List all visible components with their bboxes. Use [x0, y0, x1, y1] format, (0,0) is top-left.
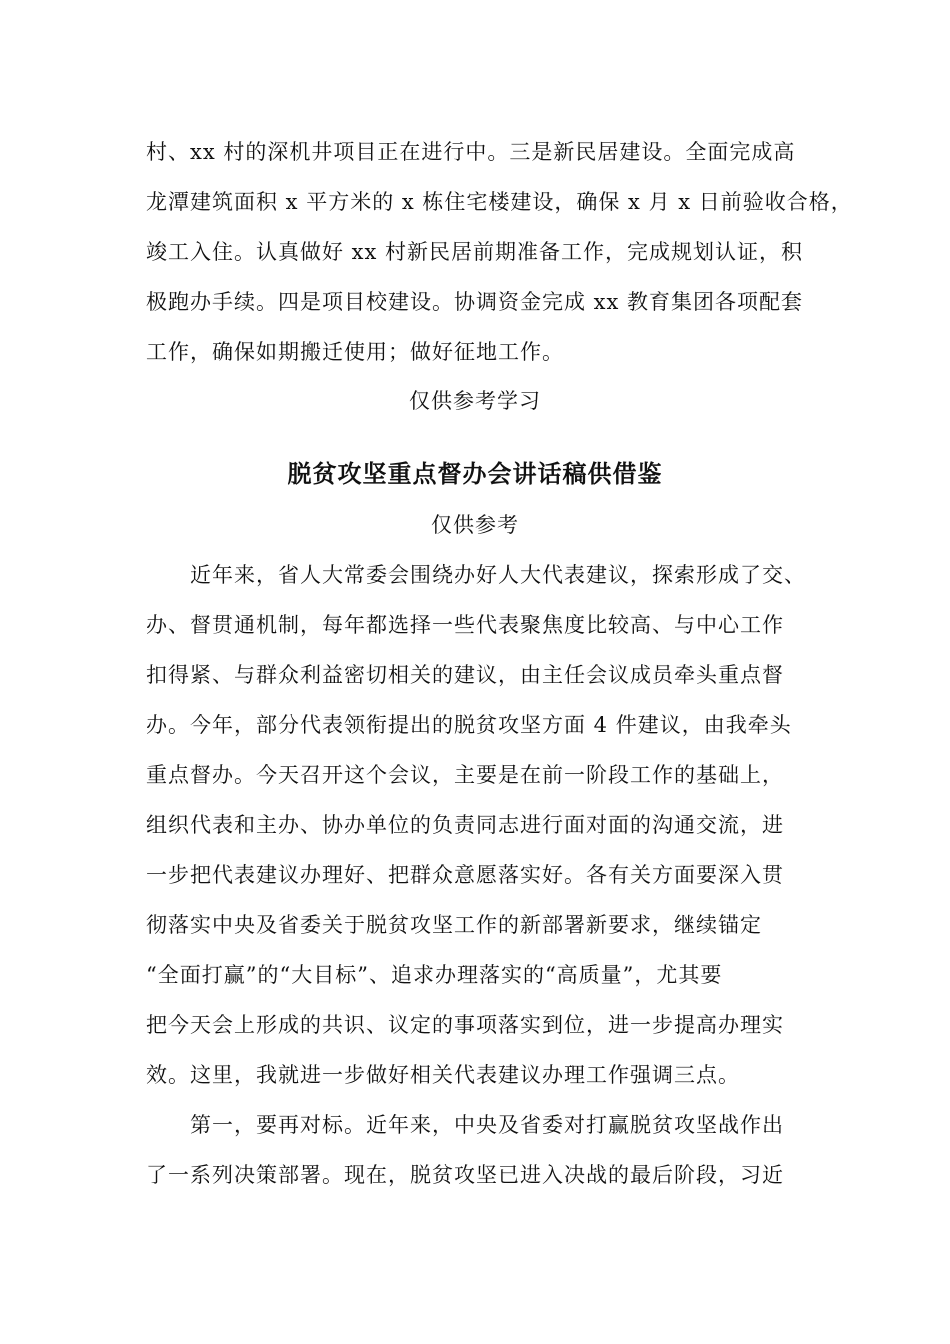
- text-line: “全面打赢”的“大目标”、追求办理落实的“高质量”，尤其要: [146, 963, 723, 987]
- text-line: 效。这里，我就进一步做好相关代表建议办理工作强调三点。: [146, 1063, 740, 1087]
- text-line: 办、督贯通机制，每年都选择一些代表聚焦度比较高、与中心工作: [146, 613, 784, 637]
- text-line: 近年来，省人大常委会围绕办好人大代表建议，探索形成了交、: [190, 563, 806, 587]
- text-line: 竣工入住。认真做好 xx 村新民居前期准备工作，完成规划认证，积: [146, 240, 804, 264]
- text-line: 扣得紧、与群众利益密切相关的建议，由主任会议成员牵头重点督: [146, 663, 784, 687]
- text-line: 组织代表和主办、协办单位的负责同志进行面对面的沟通交流，进: [146, 813, 784, 837]
- text-line: 第一，要再对标。近年来，中央及省委对打赢脱贫攻坚战作出: [190, 1113, 784, 1137]
- reference-note: 仅供参考学习: [409, 389, 541, 413]
- text-line: 极跑办手续。四是项目校建设。协调资金完成 xx 教育集团各项配套: [146, 290, 804, 314]
- text-line: 村、xx 村的深机井项目正在进行中。三是新民居建设。全面完成高: [146, 140, 796, 164]
- text-line: 重点督办。今天召开这个会议，主要是在前一阶段工作的基础上，: [146, 763, 784, 787]
- text-line: 了一系列决策部署。现在，脱贫攻坚已进入决战的最后阶段，习近: [146, 1163, 784, 1187]
- document-subtitle: 仅供参考: [431, 513, 519, 537]
- text-line: 工作，确保如期搬迁使用；做好征地工作。: [146, 340, 564, 364]
- text-line: 办。今年，部分代表领衔提出的脱贫攻坚方面 4 件建议，由我牵头: [146, 713, 792, 737]
- text-line: 龙潭建筑面积 x 平方米的 x 栋住宅楼建设，确保 x 月 x 日前验收合格，: [146, 190, 853, 214]
- document-title: 脱贫攻坚重点督办会讲话稿供借鉴: [287, 460, 663, 488]
- text-line: 一步把代表建议办理好、把群众意愿落实好。各有关方面要深入贯: [146, 863, 784, 887]
- text-line: 彻落实中央及省委关于脱贫攻坚工作的新部署新要求，继续锚定: [146, 913, 762, 937]
- text-line: 把今天会上形成的共识、议定的事项落实到位，进一步提高办理实: [146, 1013, 784, 1037]
